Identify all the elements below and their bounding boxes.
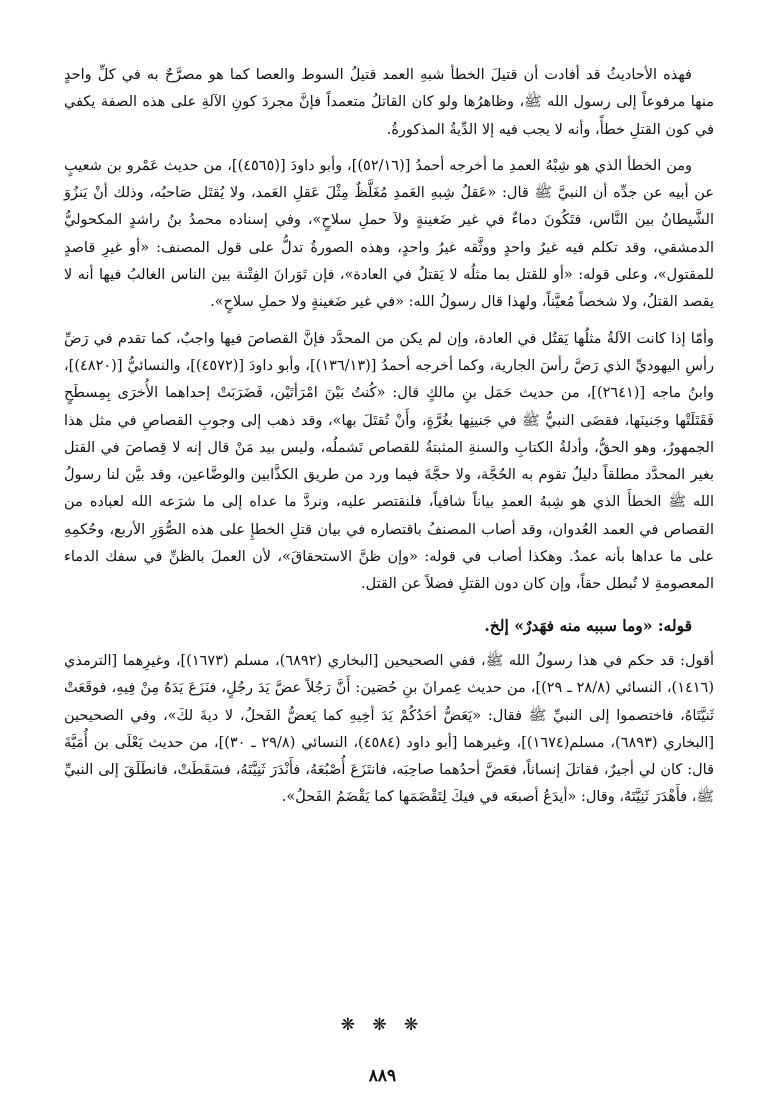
paragraph-qisas: وأمّا إذا كانت الآلةُ مثلُها يَقتُل في العادة، وإن لم يكن من المحدَّد فإنَّ القصاصَ فيها واجبٌ، كما تقدم في رَضِّ رأسِ اليهوديِّ الذي رَضَّ رأسَ الجارية، وكما أخرجه أحمدُ [(١٣٦/١٣)]، وأبو داودَ [(٤٥٧٢)]، والنسائيُّ [(٤٨٢٠)]، وابنُ ماجه [(٢٦٤١)]، من حديث حَمَل بنِ مالكٍ قال: «كُنتُ بَيْنَ امْرَأتَيْن، فَضَرَبَتْ إحداهما الأُخرَى بِمِسطَحٍ فَقَتَلَتْها وجَنينَها، فقضَى النبيُّ ﷺ في جَنينِها بغُرَّةٍ، وأَنْ تُقتَلَ بها»، وقد ذهب إلى وجوبِ القصاصِ في مثل هذا الجمهورُ، وهو الحقُّ، وأدلةُ الكتابِ والسنةِ المثبتةُ للقصاص تَشملُه، وليس بيد مَنْ قال إنه لا قِصاصَ في القتل بغير المحدَّد مطلقاً دليلٌ تقوم به الحُجَّة، ولا حجَّةَ فيما ورد من طريق الكذَّابين والوضَّاعين، وقد بيَّن لنا رسولُ الله ﷺ الخطأَ الذي هو شِبهُ العمدِ بياناً شافياً، فلنقتصر عليه، ونردَّ ما عداه إلى ما شرَعه الله لعباده من القصاص في العمد العُدوان، وقد أصاب المصنفُ باقتصاره في بيان قتلِ الخطإِ على هذه الصُّوَرِ الأربع، وحُكمِهِ على ما عداها بأنه عمدٌ. وهكذا أصاب في قوله: «وإن ظنَّ الاستحقاقَ»، لأن العملَ بالظنِّ في سفك الدماء المعصومةِ لا تُبطل حقاً، وإن كان دون القتلِ فضلاً عن القتل. (64, 330, 715, 593)
page-number: ٨٨٩ (368, 1066, 397, 1086)
section-ornament: ❋ ❋ ❋ (340, 1015, 425, 1035)
paragraph-commentary: أقول: قد حكم في هذا رسولُ الله ﷺ، ففي الصحيحين [البخاري (٦٨٩٢)، مسلم (١٦٧٣)]، وغيرِهما [الترمذي (١٤١٦)، النسائي (٢٨/٨ ـ ٢٩)]، من حديث عِمرانَ بنِ حُصَين: أَنَّ رَجُلاً عضَّ يَدَ رجُلٍ، فنَزَعَ يَدَهُ مِنْ فِيهِ، فوقَعَتْ ثَنيَّتَاهُ، فاختصموا إلى النبيِّ ﷺ فقال: «يَعَضُّ أحَدُكُمْ يَدَ أخِيهِ كما يَعضُّ الفَحلُ، لا ديةَ لكَ»، وفي الصحيحين [البخاري (٦٨٩٣)، مسلم(١٦٧٤)]، وغيرهما [أبو داود (٤٥٨٤)، النسائي (٢٩/٨ ـ ٣٠)]، من حديث يَعْلَى بن أُمَيَّةَ قال: كان لي أجيرٌ، فقاتلَ إنساناً، فعَضَّ أحدُهما صاحِبَه، فانتَزَعَ أُصْبُعَهُ، فأَنْدَرَ ثَنِيَّتَهُ، فسَقَطَتْ، فانطَلَقَ إلى النبيِّ ﷺ، فأَهْدَرَ ثَنِيَّتَهُ، وقال: «أيدَعُ أصبعَه في فيكَ لِتَقْضَمَها كما يَقْضَمُ الفَحلُ». (64, 652, 715, 806)
commentary-heading: قوله: «وما سببه منه فهَدرٌ» إلخ. (484, 615, 692, 635)
paragraph-hadith-conclusion: فهذه الأحاديثُ قد أفادت أن قتيلَ الخطأ شبهِ العمد قتيلُ السوط والعصا كما هو مصرَّحٌ به في كلِّ واحدٍ منها مرفوعاً إلى رسول الله ﷺ، وظاهرُها ولو كان القاتلُ متعمداً فإنَّ مجردَ كونِ الآلةِ على هذه الصفة يكفي في كون القتلِ خطأً، وأنه لا يجب فيه إلا الدِّيةُ المذكورةُ. (64, 67, 714, 138)
page-body (64, 62, 714, 812)
paragraph-shibh-al-amd: ومن الخطأ الذي هو شِبْهُ العمدِ ما أخرجه أحمدُ [(٥٢/١٦)]، وأبو داودَ [(٤٥٦٥)]، من حديث عَمْرو بن شعيبٍ عن أبيه عن جدِّه أن النبيَّ ﷺ قال: «عَقلُ شِبهِ العَمدِ مُغَلَّظٌ مِثْلَ عَقلِ العَمد، ولا يُقتَل صَاحبُه، وذلك أنْ يَنزُوَ الشَّيطانُ بين النَّاس، فتَكُونَ دماءٌ في غير ضَغينةٍ ولاَ حملِ سلاحٍ»، وفي إسناده محمدُ بنُ راشدٍ المكحوليُّ الدمشقي، وقد تكلم فيه غيرُ واحدٍ ووثَّقه غيرُ واحدٍ، وهذه الصورةُ تدلُّ على قول المصنف: «أو غيرِ قاصدٍ للمقتول»، وعلى قوله: «أو للقتل بما مثلُه لا يَقتلُ في العادة»، فإن تَوَرانَ الفِتْنة بين الناس الغالبُ فيها أنه لا يقصد القتلُ، ولا شخصاً مُعيَّناً، ولهذا قال رسولُ الله: «في غير ضَغينةٍ ولا حملِ سلاحٍ». (64, 157, 714, 311)
